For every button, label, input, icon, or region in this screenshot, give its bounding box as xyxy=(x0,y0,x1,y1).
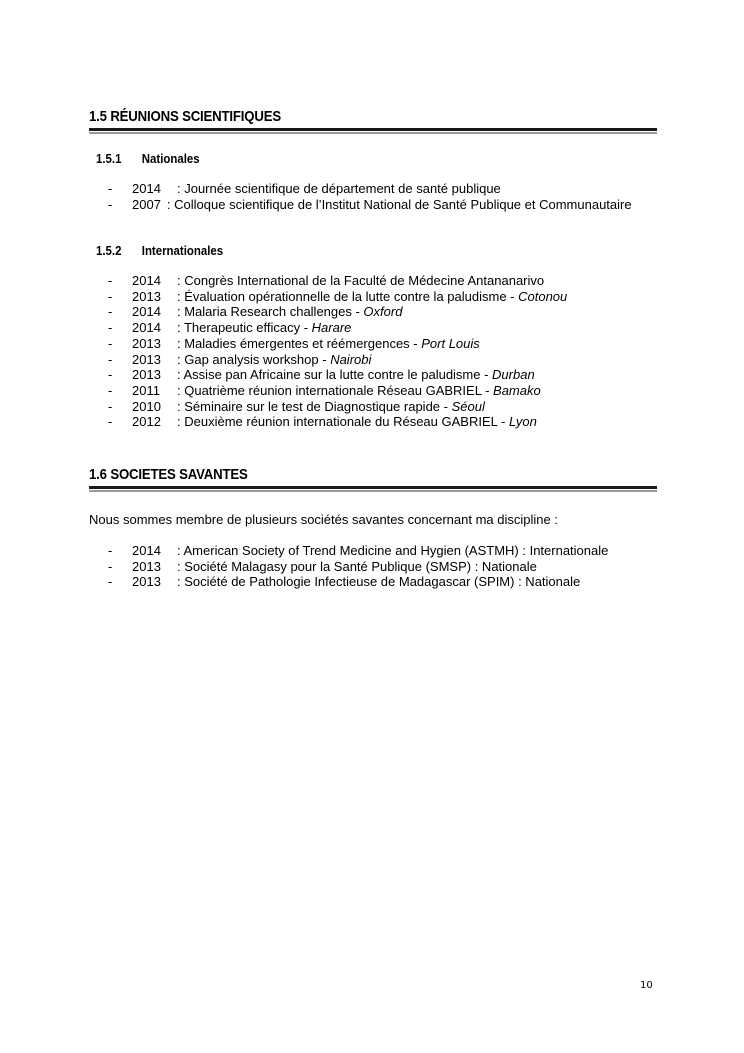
section-title: 1.5 RÉUNIONS SCIENTIFIQUES xyxy=(89,108,282,125)
list-item xyxy=(108,273,657,289)
list-item xyxy=(108,367,657,383)
subsection-heading-internationales xyxy=(96,243,223,259)
item-text: : Malaria Research challenges - xyxy=(177,304,364,320)
item-place: Oxford xyxy=(363,304,403,320)
list-item xyxy=(108,336,657,352)
internationales-list xyxy=(108,273,657,430)
item-place: Bamako xyxy=(493,382,541,398)
item-place: Port Louis xyxy=(421,335,480,351)
list-dash: - xyxy=(108,382,113,398)
item-place: Séoul xyxy=(451,398,485,414)
subsection-number: 1.5.1 xyxy=(96,151,122,166)
subsection-title: Nationales xyxy=(141,151,200,166)
list-dash: - xyxy=(108,304,113,320)
item-year: 2014 xyxy=(132,304,161,320)
list-item xyxy=(108,543,657,559)
item-text: : Congrès International de la Faculté de Médecine Antananarivo xyxy=(177,273,545,288)
item-year: 2013 xyxy=(132,558,161,574)
list-dash: - xyxy=(108,398,113,414)
item-text: : Maladies émergentes et réémergences - xyxy=(177,335,422,351)
item-text: : Journée scientifique de département de santé publique xyxy=(177,181,501,196)
section-rule xyxy=(89,486,657,492)
subsection-number: 1.5.2 xyxy=(96,243,122,258)
list-item xyxy=(108,352,657,368)
list-dash: - xyxy=(108,558,113,574)
list-item xyxy=(108,320,657,336)
section-heading-societes xyxy=(89,466,657,484)
nationales-list xyxy=(108,181,657,212)
item-place: Nairobi xyxy=(330,351,372,367)
item-text: : Société Malagasy pour la Santé Publique (SMSP) : Nationale xyxy=(177,558,537,574)
item-year: 2012 xyxy=(132,414,161,430)
list-dash: - xyxy=(108,273,113,288)
list-item xyxy=(108,289,657,305)
item-place: Durban xyxy=(492,367,535,383)
item-year: 2011 xyxy=(132,382,160,398)
list-item xyxy=(108,559,657,575)
item-year: 2014 xyxy=(132,543,161,558)
section-title: 1.6 SOCIETES SAVANTES xyxy=(89,466,248,483)
item-year: 2014 xyxy=(132,320,161,336)
list-item xyxy=(108,181,657,197)
list-dash: - xyxy=(108,320,113,336)
subsection-heading-nationales xyxy=(96,151,200,167)
intro-paragraph: Nous sommes membre de plusieurs sociétés savantes concernant ma discipline : xyxy=(89,512,558,527)
item-place: Harare xyxy=(311,320,352,336)
item-text: : Séminaire sur le test de Diagnostique rapide - xyxy=(177,398,452,414)
item-place: Cotonou xyxy=(518,288,568,304)
list-item xyxy=(108,574,657,590)
list-dash: - xyxy=(108,574,113,590)
item-text: : Évaluation opérationnelle de la lutte contre la paludisme - xyxy=(177,288,519,304)
item-text: : Gap analysis workshop - xyxy=(177,351,331,367)
list-dash: - xyxy=(108,414,113,430)
item-text: : American Society of Trend Medicine and Hygien (ASTMH) : Internationale xyxy=(177,543,609,558)
list-dash: - xyxy=(108,367,113,383)
page-number: 10 xyxy=(640,980,653,991)
item-year: 2014 xyxy=(132,181,161,196)
item-text: : Therapeutic efficacy - xyxy=(177,320,312,336)
item-year: 2014 xyxy=(132,273,161,288)
section-heading-reunions xyxy=(89,108,657,126)
section-rule xyxy=(89,128,657,134)
item-text: : Deuxième réunion internationale du Réseau GABRIEL - xyxy=(177,414,509,430)
item-year: 2013 xyxy=(132,574,161,590)
list-item xyxy=(108,399,657,415)
item-year: 2007 xyxy=(132,196,161,212)
item-text: : Société de Pathologie Infectieuse de Madagascar (SPIM) : Nationale xyxy=(177,574,581,590)
item-text: : Assise pan Africaine sur la lutte contre le paludisme - xyxy=(177,367,493,383)
list-dash: - xyxy=(108,288,113,304)
item-year: 2013 xyxy=(132,351,161,367)
subsection-title: Internationales xyxy=(141,243,224,258)
list-dash: - xyxy=(108,196,113,212)
list-dash: - xyxy=(108,543,113,558)
item-text: : Quatrième réunion internationale Réseau GABRIEL - xyxy=(177,382,494,398)
item-year: 2010 xyxy=(132,398,161,414)
item-text: : Colloque scientifique de l’Institut National de Santé Publique et Communautaire xyxy=(166,196,632,212)
list-item xyxy=(108,197,657,213)
item-year: 2013 xyxy=(132,335,161,351)
item-year: 2013 xyxy=(132,288,161,304)
list-item xyxy=(108,383,657,399)
item-year: 2013 xyxy=(132,367,161,383)
list-dash: - xyxy=(108,351,113,367)
list-item xyxy=(108,304,657,320)
list-dash: - xyxy=(108,181,113,196)
list-dash: - xyxy=(108,335,113,351)
list-item xyxy=(108,414,657,430)
item-place: Lyon xyxy=(508,414,537,430)
societes-list xyxy=(108,543,657,590)
